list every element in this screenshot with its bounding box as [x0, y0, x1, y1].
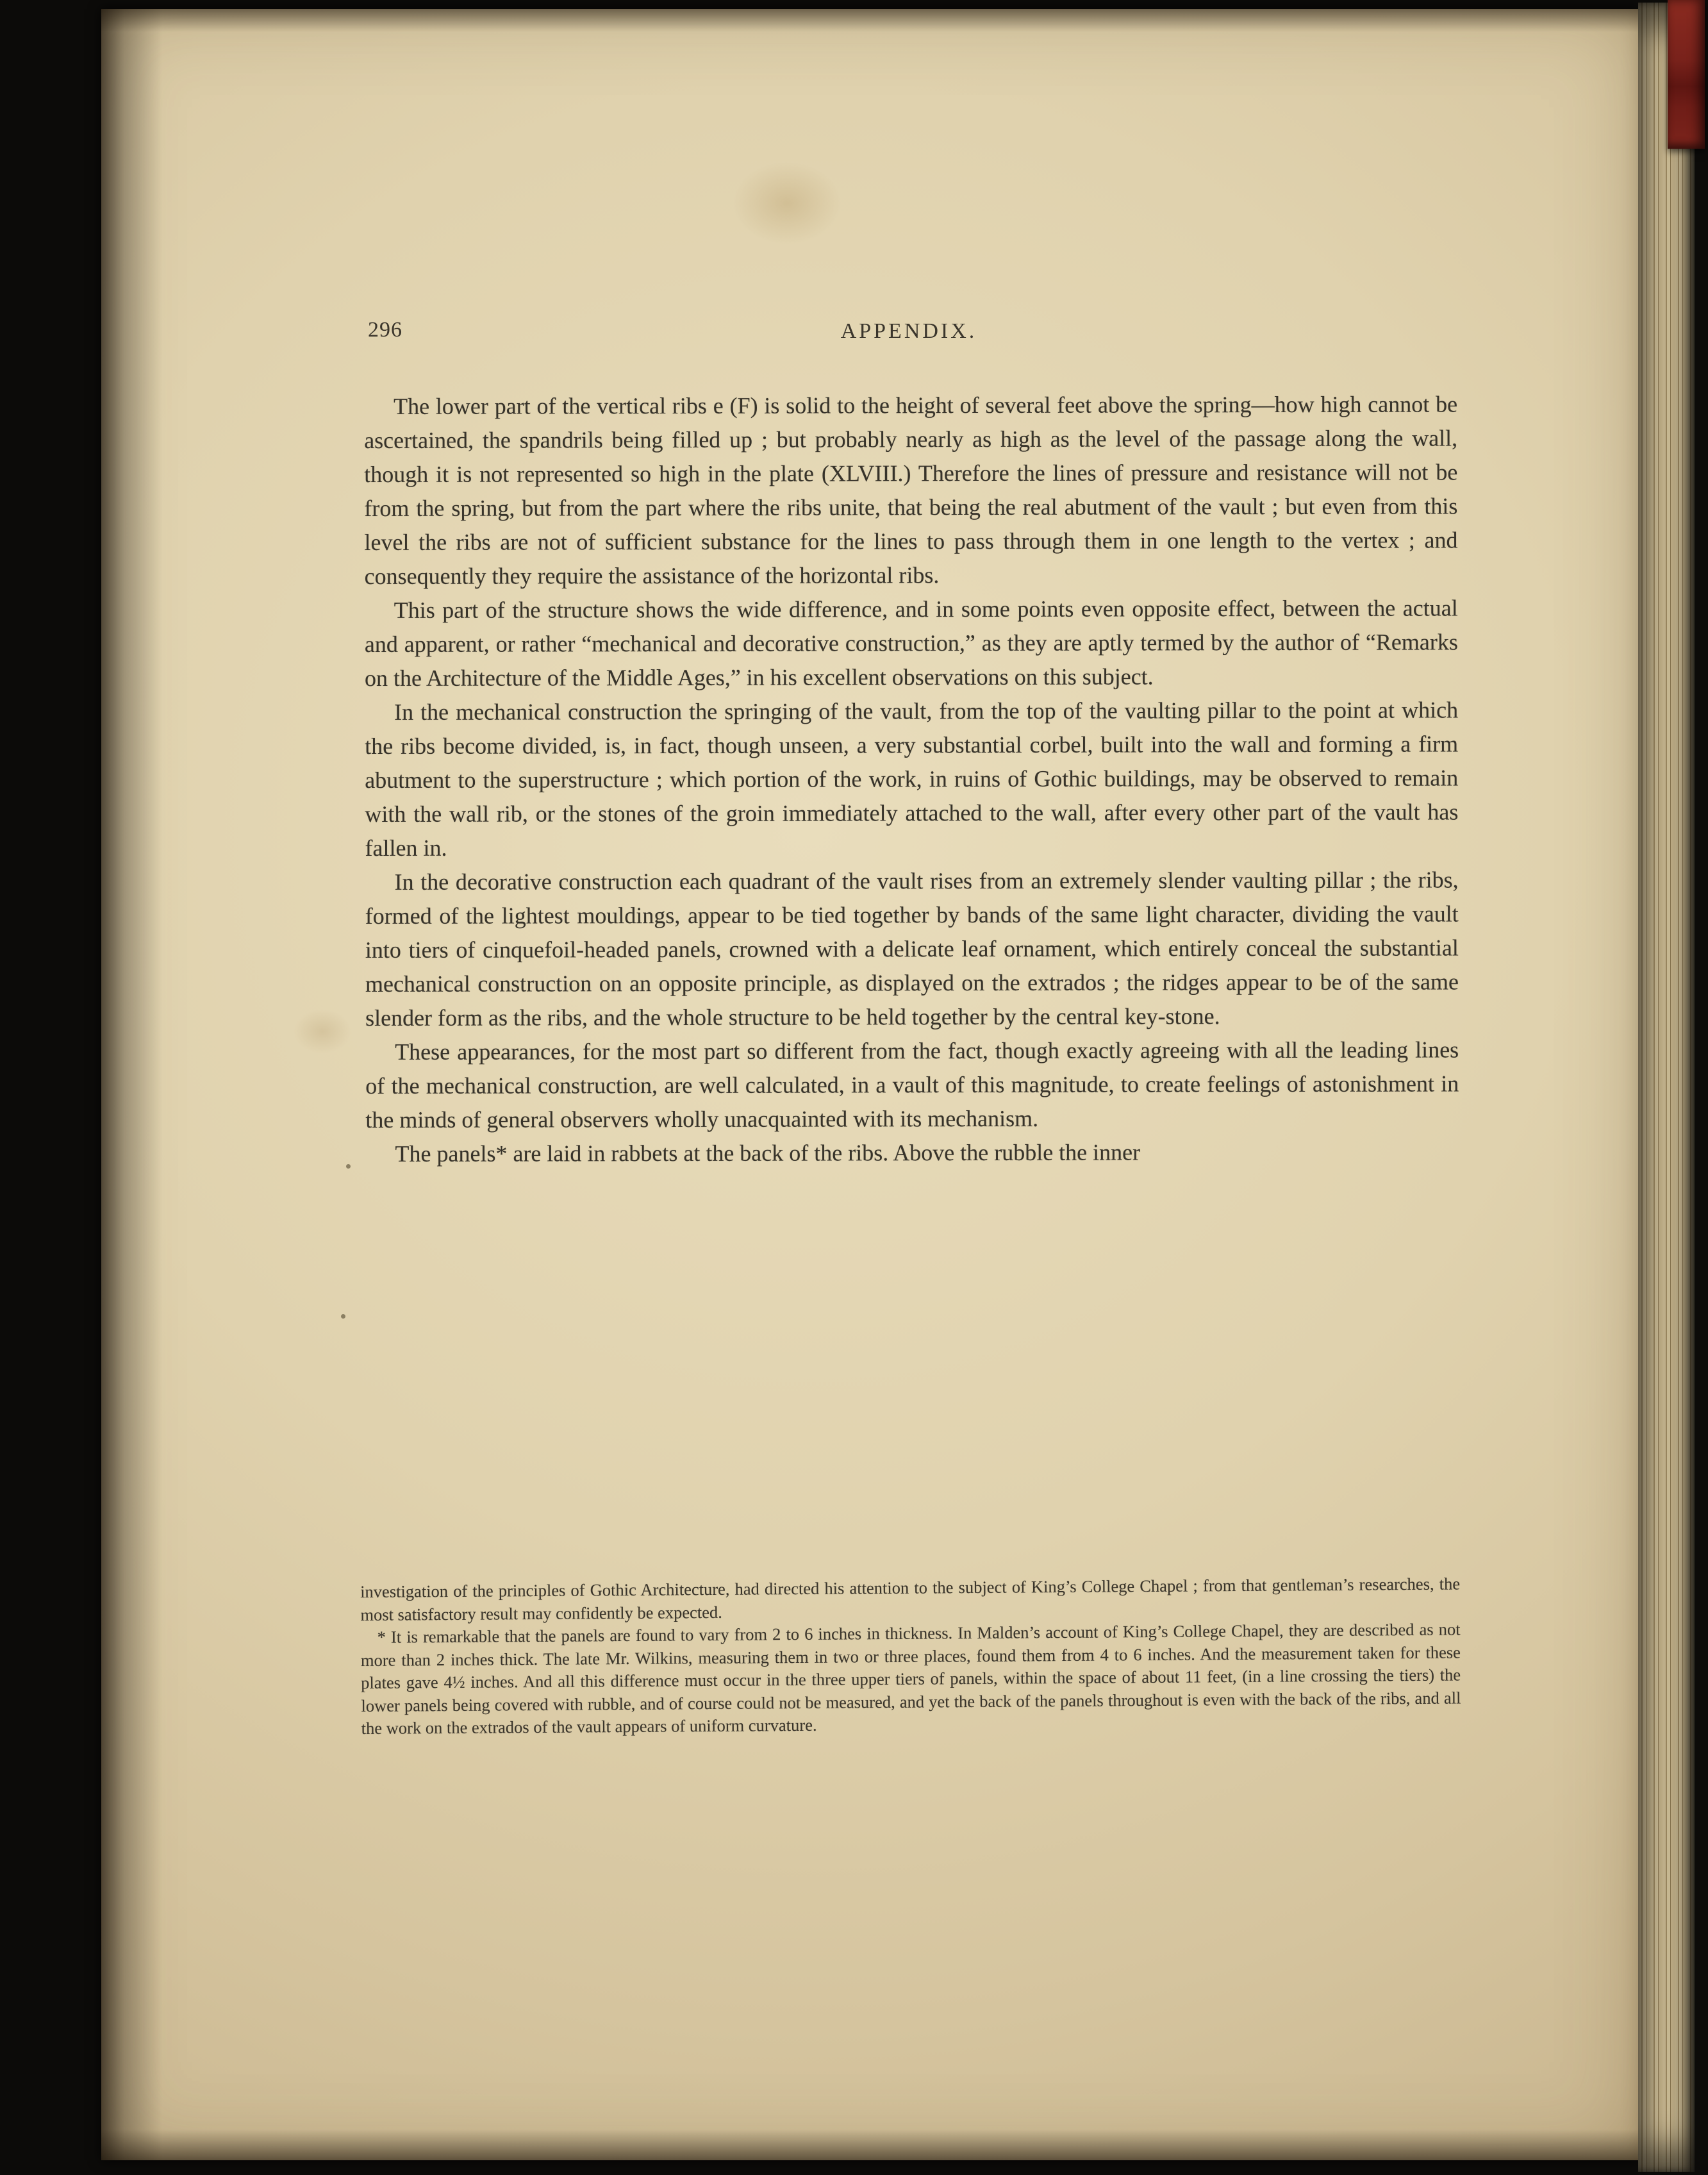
footnote-panels: * It is remarkable that the panels are found to vary from 2 to 6 inches in thickness. In Malden’s account of King’s College Chapel, they are described as not more than 2 inches thick. The late Mr. Wilkins, measuring them in two or three places, found them from 4 to 6 inches. And the measurement taken for these plates gave 4½ inches. And all this difference must occur in the three upper tiers of panels, within the space of about 11 feet, (in a line crossing the tiers) the lower panels being covered with rubble, and of course could not be measured, and yet the back of the panels throughout is even with the back of the ribs, and all the work on the extrados of the vault appears of uniform curvature. — [360, 1619, 1461, 1738]
binding-gutter-shadow — [101, 9, 162, 2160]
paper-stain — [294, 1009, 351, 1054]
page-header — [364, 317, 1454, 347]
footnote-block — [360, 1572, 1461, 1740]
body-paragraph: In the mechanical construction the springing of the vault, from the top of the vaulting pillar to the point at which the ribs become divided, is, in fact, though unseen, a very substantial corbel, built into the wall and forming a firm abutment to the superstructure ; which portion of the work, in ruins of Gothic buildings, may be observed to remain with the wall rib, or the stones of the groin immediately attached to the wall, after every other part of the vault has fallen in. — [365, 697, 1459, 861]
body-paragraph: The lower part of the vertical ribs e (F) is solid to the height of several feet above the spring—how high cannot be ascertained, the spandrils being filled up ; but probably nearly as high as the level of the passage along the wall, though it is not represented so high in the plate (XLVIII.) Therefore the lines of pressure and resistance will not be from the spring, but from the part where the ribs unite, that being the real abutment of the vault ; but even from this level the ribs are not of sufficient substance for the lines to pass through them in one length to the vertex ; and consequently they require the assistance of the horizontal ribs. — [364, 391, 1458, 589]
body-paragraph: The panels* are laid in rabbets at the back of the ribs. Above the rubble the inner — [395, 1139, 1141, 1167]
paper-speck — [346, 1164, 351, 1169]
footnote-continuation: investigation of the principles of Gothic Architecture, had directed his attention to the subject of King’s College Chapel ; from that gentleman’s researches, the most satisfactory result may confidently be expected. — [360, 1574, 1461, 1624]
book-page — [101, 9, 1639, 2160]
page-bottom-shadow — [101, 2129, 1639, 2160]
body-paragraph: This part of the structure shows the wide difference, and in some points even opposite effect, between the actual and apparent, or rather “mechanical and decorative construction,” as they are aptly termed by the author of “Remarks on the Architecture of the Middle Ages,” in his excellent observations on this subject. — [364, 595, 1458, 691]
body-paragraph: These appearances, for the most part so different from the fact, though exactly agreeing with all the leading lines of the mechanical construction, are well calculated, in a vault of this magnitude, to create feelings of astonishment in the minds of general observers wholly unacquainted with its mechanism. — [365, 1037, 1459, 1133]
page-number: 296 — [368, 318, 402, 342]
bookmark-ribbon — [1668, 0, 1705, 149]
page-top-shadow — [101, 9, 1639, 32]
paper-speck — [341, 1314, 345, 1319]
fore-edge-pages — [1638, 3, 1695, 2172]
running-head: APPENDIX. — [840, 319, 977, 343]
body-paragraph: In the decorative construction each quadrant of the vault rises from an extremely slender vaulting pillar ; the ribs, formed of the lightest mouldings, appear to be tied together by bands of the same light character, dividing the vault into tiers of cinquefoil-headed panels, crowned with a delicate leaf ornament, which entirely conceal the substantial mechanical construction on an opposite principle, as displayed on the extrados ; the ridges appear to be of the same slender form as the ribs, and the whole structure to be held together by the central key-stone. — [365, 867, 1459, 1031]
main-text-block — [364, 387, 1459, 1171]
paper-stain — [733, 162, 842, 245]
